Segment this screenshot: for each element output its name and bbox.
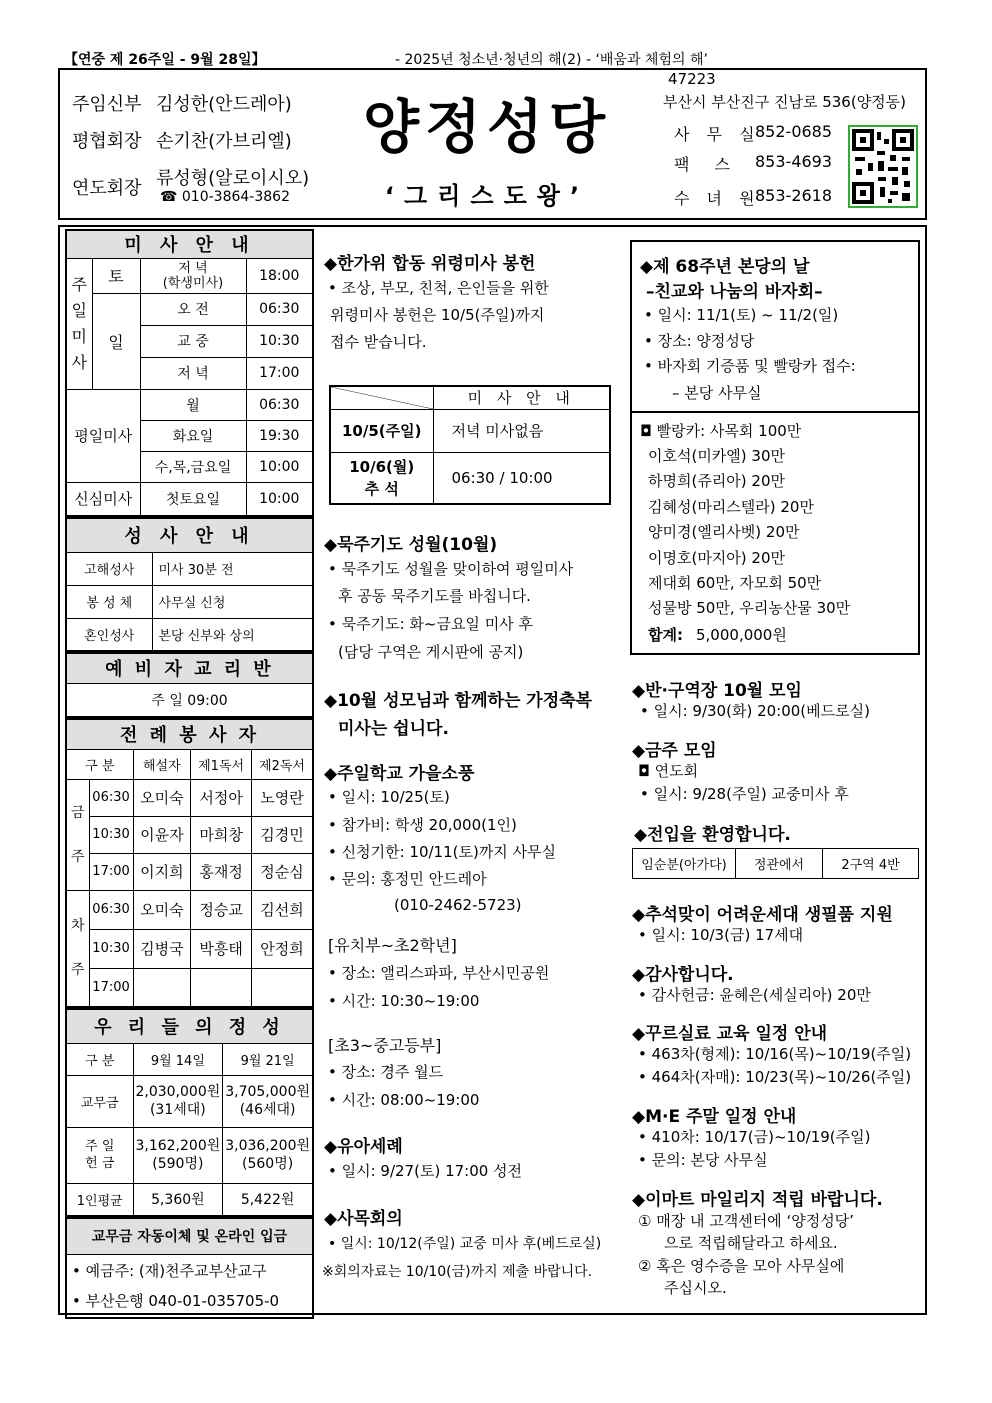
memorial-mass-text: 위령미사 봉헌은 10/5(주일)까지 xyxy=(330,306,545,324)
this-week-label: 금주 xyxy=(66,779,89,890)
council-label: 평협회장 xyxy=(72,131,142,152)
palanca-line: 이명호(마지아) 20만 xyxy=(648,549,785,567)
palanca-box xyxy=(630,411,920,655)
bazaar-text: • 바자회 기증품 및 빨랑카 접수: xyxy=(644,357,856,375)
office-label: 사 무 실 xyxy=(674,125,761,144)
bazaar-text: • 일시: 11/1(토) ~ 11/2(일) xyxy=(644,306,839,324)
rosary-text: 후 공동 묵주기도를 바칩니다. xyxy=(338,587,531,605)
parish-title: 양정성당 xyxy=(362,93,612,161)
server-name xyxy=(133,968,191,1007)
holiday-date: 10/6(월) 추 석 xyxy=(330,452,433,504)
zip-code: 47223 xyxy=(668,70,716,88)
server-name: 안정희 xyxy=(252,929,314,968)
palanca-line: 하명희(쥬리아) 20만 xyxy=(648,472,785,490)
elem-text: • 시간: 08:00~19:00 xyxy=(328,1091,480,1109)
offering-value: 3,162,200원 (590명) xyxy=(133,1127,223,1183)
offering-value: 5,422원 xyxy=(223,1183,313,1216)
servers-title: 전 례 봉 사 자 xyxy=(66,719,313,749)
sun-mass-time: 06:30 xyxy=(246,293,313,325)
picnic-text: • 신청기한: 10/11(토)까지 사무실 xyxy=(328,843,557,861)
rosary-month-title: ◆묵주기도 성월(10월) xyxy=(324,535,498,555)
server-time: 17:00 xyxy=(89,968,133,1007)
mass-schedule-table xyxy=(65,229,314,517)
pastoral-council-text: • 일시: 10/12(주일) 교중 미사 후(베드로실) xyxy=(328,1236,602,1252)
leaders-meeting-title: ◆반·구역장 10월 모임 xyxy=(632,681,802,701)
year-theme: - 2025년 청소년·청년의 해(2) - ‘배움과 체험의 해’ xyxy=(395,52,708,68)
thanks-title: ◆감사합니다. xyxy=(632,965,734,985)
server-name: 김병국 xyxy=(133,929,191,968)
offering-header: 9월 21일 xyxy=(223,1043,313,1075)
welcome-cell: 2구역 4반 xyxy=(823,849,919,879)
kinder-text: • 시간: 10:30~19:00 xyxy=(328,992,480,1010)
sat-mass-name: 저 녁 (학생미사) xyxy=(140,258,246,293)
palanca-line: 양미경(엘리사벳) 20만 xyxy=(648,523,800,541)
holiday-mass-info: 06:30 / 10:00 xyxy=(433,452,610,504)
server-time: 06:30 xyxy=(89,890,133,929)
sun-mass-time: 17:00 xyxy=(246,357,313,389)
rosary-text: • 묵주기도 성월을 맞이하여 평일미사 xyxy=(328,560,574,578)
chuseok-support-title: ◆추석맞이 어려운세대 생필품 지원 xyxy=(632,905,893,925)
offering-title: 우 리 들 의 정 성 xyxy=(66,1009,313,1043)
sat-mass-time: 18:00 xyxy=(246,258,313,293)
bazaar-text: • 장소: 양정성당 xyxy=(644,332,755,350)
memorial-mass-text: 접수 받습니다. xyxy=(330,333,427,351)
yd-name: 류성형(알로이시오) xyxy=(156,168,310,189)
family-blessing-title: ◆10월 성모님과 함께하는 가정축복 xyxy=(324,691,592,711)
memorial-mass-title: ◆한가위 합동 위령미사 봉헌 xyxy=(324,254,536,274)
sacrament-name: 혼인성사 xyxy=(66,618,152,651)
emart-text: ② 혹은 영수증을 모아 사무실에 xyxy=(638,1257,845,1275)
pastoral-council-text: ※회의자료는 10/10(금)까지 제출 바랍니다. xyxy=(322,1264,593,1280)
bank-title: 교무금 자동이체 및 온라인 입금 xyxy=(66,1218,313,1254)
server-name: 노영란 xyxy=(252,779,314,816)
cursillo-text: • 464차(자매): 10/23(목)~10/26(주일) xyxy=(638,1068,912,1086)
palanca-total-label: 합계: xyxy=(648,626,683,644)
server-time: 10:30 xyxy=(89,929,133,968)
weekday-mass-time: 10:00 xyxy=(246,451,313,482)
weekly-meeting-text: ◘ 연도회 xyxy=(638,762,699,780)
holiday-date: 10/5(주일) xyxy=(330,409,433,452)
sat-label: 토 xyxy=(92,258,140,293)
sacraments-title: 성 사 안 내 xyxy=(66,518,313,552)
cursillo-text: • 463차(형제): 10/16(목)~10/19(주일) xyxy=(638,1045,912,1063)
pastoral-council-title: ◆사목회의 xyxy=(324,1209,403,1229)
liturgy-servers-table xyxy=(65,718,314,1008)
server-name: 홍재정 xyxy=(191,853,252,890)
first-sat-name: 첫토요일 xyxy=(140,482,246,516)
week-label: 【연중 제 26주일 - 9월 28일】 xyxy=(64,52,266,68)
server-name: 정승교 xyxy=(191,890,252,929)
sun-mass-name: 저 녁 xyxy=(140,357,246,389)
weekday-mass-label: 평일미사 xyxy=(66,389,140,482)
first-sat-label: 신심미사 xyxy=(66,482,140,516)
emart-text: 주십시오. xyxy=(664,1279,727,1297)
left-column xyxy=(65,229,314,1319)
council-name: 손기찬(가브리엘) xyxy=(156,131,292,152)
server-name: 오미숙 xyxy=(133,890,191,929)
next-week-label: 차주 xyxy=(66,890,89,1007)
bazaar-box xyxy=(630,240,920,413)
picnic-title: ◆주일학교 가을소풍 xyxy=(324,764,475,784)
holiday-mass-info: 저녁 미사없음 xyxy=(433,409,610,452)
offering-header: 9월 14일 xyxy=(133,1043,223,1075)
pastor-label: 주임신부 xyxy=(72,94,142,115)
sun-mass-name: 오 전 xyxy=(140,293,246,325)
kinder-title: [유치부~초2학년] xyxy=(328,936,457,955)
servers-header: 제2독서 xyxy=(252,749,314,779)
palanca-line: 김혜성(마리스텔라) 20만 xyxy=(648,498,814,516)
weekday-mass-name: 월 xyxy=(140,389,246,420)
server-name xyxy=(252,968,314,1007)
parish-subtitle: ‘그리스도왕’ xyxy=(384,182,590,210)
welcome-title: ◆전입을 환영합니다. xyxy=(634,825,791,845)
sacrament-name: 고해성사 xyxy=(66,552,152,585)
bazaar-subtitle: –친교와 나눔의 바자회– xyxy=(646,282,823,302)
weekday-mass-time: 19:30 xyxy=(246,420,313,451)
sacraments-table xyxy=(65,517,314,652)
yd-phone: ☎ 010-3864-3862 xyxy=(160,189,290,205)
picnic-text: (010-2462-5723) xyxy=(394,896,522,914)
offering-kind: 주 일 헌 금 xyxy=(66,1127,133,1183)
offering-header: 구 분 xyxy=(66,1043,133,1075)
sacrament-info: 미사 30분 전 xyxy=(152,552,313,585)
sun-mass-name: 교 중 xyxy=(140,325,246,357)
bank-table xyxy=(65,1217,314,1319)
server-time: 17:00 xyxy=(89,853,133,890)
server-name: 이윤자 xyxy=(133,816,191,853)
fax-number: 853-4693 xyxy=(755,152,833,171)
server-name: 오미숙 xyxy=(133,779,191,816)
weekday-mass-time: 06:30 xyxy=(246,389,313,420)
address: 부산시 부산진구 진남로 536(양정동) xyxy=(663,93,907,111)
offering-value: 3,705,000원 (46세대) xyxy=(223,1075,313,1127)
servers-header: 제1독서 xyxy=(191,749,252,779)
server-name: 이지희 xyxy=(133,853,191,890)
thanks-text: • 감사헌금: 윤혜은(세실리아) 20만 xyxy=(638,986,871,1004)
welcome-table xyxy=(632,848,919,879)
chuseok-support-text: • 일시: 10/3(금) 17세대 xyxy=(638,926,804,944)
server-name: 정순심 xyxy=(252,853,314,890)
middle-column xyxy=(322,240,622,1300)
baptism-title: ◆유아세례 xyxy=(324,1137,403,1157)
rosary-text: (담당 구역은 게시판에 공지) xyxy=(338,643,524,661)
holiday-mass-table xyxy=(329,385,611,505)
emart-text: 으로 적립해달라고 하세요. xyxy=(664,1234,838,1252)
office-phone: 852-0685 xyxy=(755,122,833,141)
server-name: 서정아 xyxy=(191,779,252,816)
palanca-line: 성물방 50만, 우리농산물 30만 xyxy=(648,599,851,617)
palanca-line: ◘ 빨랑카: 사목회 100만 xyxy=(640,422,802,440)
server-time: 06:30 xyxy=(89,779,133,816)
memorial-mass-text: • 조상, 부모, 친척, 은인들을 위한 xyxy=(328,279,549,297)
offering-table xyxy=(65,1008,314,1217)
first-sat-time: 10:00 xyxy=(246,482,313,516)
fax-label: 팩 스 xyxy=(674,155,730,174)
catechism-time: 주 일 09:00 xyxy=(66,683,313,717)
server-time: 10:30 xyxy=(89,816,133,853)
offering-value: 2,030,000원 (31세대) xyxy=(133,1075,223,1127)
elem-text: • 장소: 경주 월드 xyxy=(328,1063,444,1081)
servers-header: 구 분 xyxy=(66,749,133,779)
yd-label: 연도회장 xyxy=(72,178,142,199)
family-blessing-title: 미사는 쉽니다. xyxy=(338,719,449,739)
bank-account: • 부산은행 040-01-035705-0 xyxy=(72,1291,280,1310)
welcome-cell: 정관에서 xyxy=(736,849,823,879)
qr-code[interactable] xyxy=(848,125,918,208)
rosary-text: • 묵주기도: 화~금요일 미사 후 xyxy=(328,615,533,633)
me-weekend-title: ◆M·E 주말 일정 안내 xyxy=(632,1107,797,1127)
offering-kind: 1인평균 xyxy=(66,1183,133,1216)
welcome-cell: 임순분(아가다) xyxy=(633,849,736,879)
weekly-meeting-title: ◆금주 모임 xyxy=(632,741,717,761)
picnic-text: • 문의: 홍정민 안드레아 xyxy=(328,870,487,888)
picnic-text: • 일시: 10/25(토) xyxy=(328,788,450,806)
offering-kind: 교무금 xyxy=(66,1075,133,1127)
emart-title: ◆이마트 마일리지 적립 바랍니다. xyxy=(632,1190,883,1210)
me-weekend-text: • 410차: 10/17(금)~10/19(주일) xyxy=(638,1128,871,1146)
sun-label: 일 xyxy=(92,293,140,389)
palanca-line: 이호석(미카엘) 30만 xyxy=(648,447,785,465)
server-name xyxy=(191,968,252,1007)
cursillo-title: ◆꾸르실료 교육 일정 안내 xyxy=(632,1024,828,1044)
sacrament-info: 본당 신부와 상의 xyxy=(152,618,313,651)
weekly-meeting-text: • 일시: 9/28(주일) 교중미사 후 xyxy=(640,785,849,803)
weekday-mass-name: 화요일 xyxy=(140,420,246,451)
weekday-mass-name: 수,목,금요일 xyxy=(140,451,246,482)
catechism-title: 예 비 자 교 리 반 xyxy=(66,653,313,683)
convent-label: 수 녀 원 xyxy=(674,189,761,208)
bazaar-title: ◆제 68주년 본당의 날 xyxy=(640,257,810,277)
emart-text: ① 매장 내 고객센터에 ‘양정성당’ xyxy=(638,1212,854,1230)
palanca-line: 제대회 60만, 자모회 50만 xyxy=(648,574,822,592)
bazaar-text: – 본당 사무실 xyxy=(672,384,762,402)
offering-value: 3,036,200원 (560명) xyxy=(223,1127,313,1183)
sacrament-info: 사무실 신청 xyxy=(152,585,313,618)
convent-phone: 853-2618 xyxy=(755,186,833,205)
diagonal-cell xyxy=(330,386,433,409)
server-name: 마희창 xyxy=(191,816,252,853)
palanca-total: 5,000,000원 xyxy=(696,626,787,644)
pastor-name: 김성한(안드레아) xyxy=(156,94,292,115)
mass-title: 미 사 안 내 xyxy=(66,230,313,258)
sun-mass-time: 10:30 xyxy=(246,325,313,357)
elem-title: [초3~중고등부] xyxy=(328,1036,442,1055)
baptism-text: • 일시: 9/27(토) 17:00 성전 xyxy=(328,1162,523,1180)
holiday-table-header: 미 사 안 내 xyxy=(433,386,610,409)
header-box xyxy=(58,68,927,220)
leaders-meeting-text: • 일시: 9/30(화) 20:00(베드로실) xyxy=(640,702,870,720)
server-name: 김경민 xyxy=(252,816,314,853)
me-weekend-text: • 문의: 본당 사무실 xyxy=(638,1151,768,1169)
bank-holder: • 예금주: (재)천주교부산교구 xyxy=(72,1261,267,1280)
server-name: 김선희 xyxy=(252,890,314,929)
sunday-mass-label: 주일미사 xyxy=(66,258,92,389)
offering-value: 5,360원 xyxy=(133,1183,223,1216)
servers-header: 해설자 xyxy=(133,749,191,779)
sacrament-name: 봉 성 체 xyxy=(66,585,152,618)
catechism-table xyxy=(65,652,314,718)
server-name: 박흥태 xyxy=(191,929,252,968)
picnic-text: • 참가비: 학생 20,000(1인) xyxy=(328,816,517,834)
right-notices xyxy=(630,670,925,1310)
kinder-text: • 장소: 앨리스파파, 부산시민공원 xyxy=(328,964,550,982)
